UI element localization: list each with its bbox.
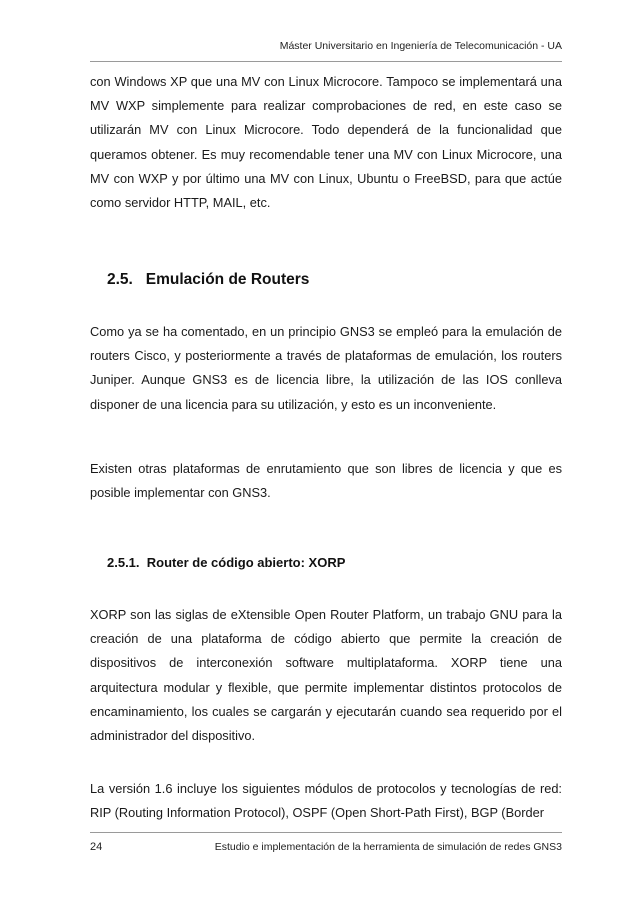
footer-rule (90, 832, 562, 833)
header-rule (90, 61, 562, 62)
page-number: 24 (90, 841, 103, 853)
running-header: Máster Universitario en Ingeniería de Telecomunicación - UA (279, 40, 562, 52)
footer-title: Estudio e implementación de la herramienta de simulación de redes GNS3 (214, 841, 562, 853)
section-heading: 2.5. Emulación de Routers (107, 271, 310, 288)
subsection-paragraph-1: XORP son las siglas de eXtensible Open Router Platform, un trabajo GNU para la creación de una plataforma de código abierto que permite la creación de dispositivos de interconexión software multiplataforma. XORP tiene una arquitectura modular y flexible, que permite implementar distintos protocolos de encaminamiento, los cuales se cargarán y ejecutarán cuando sea requerido por el administrador del dispositivo. (90, 607, 562, 744)
subsection-paragraph-2: La versión 1.6 incluye los siguientes módulos de protocolos y tecnologías de red: RIP (Routing Information Protocol), OSPF (Open Short-Path First), BGP (Border (90, 781, 562, 821)
intro-paragraph: con Windows XP que una MV con Linux Microcore. Tampoco se implementará una MV WXP simplemente para realizar comprobaciones de red, en este caso se utilizarán MV con Linux Microcore. Todo dependerá de la funcionalidad que queramos obtener. Es muy recomendable tener una MV con Linux Microcore, una MV con WXP y por último una MV con Linux, Ubuntu o FreeBSD, para que actúe como servidor HTTP, MAIL, etc. (90, 74, 562, 211)
subsection-heading: 2.5.1. Router de código abierto: XORP (107, 555, 346, 570)
section-paragraph-1: Como ya se ha comentado, en un principio GNS3 se empleó para la emulación de routers Cisco, y posteriormente a través de plataformas de emulación, los routers Juniper. Aunque GNS3 es de licencia libre, la utilización de las IOS conlleva disponer de una licencia para su utilización, y esto es un inconveniente. (90, 324, 562, 412)
section-paragraph-2: Existen otras plataformas de enrutamiento que son libres de licencia y que es posible implementar con GNS3. (90, 461, 562, 501)
